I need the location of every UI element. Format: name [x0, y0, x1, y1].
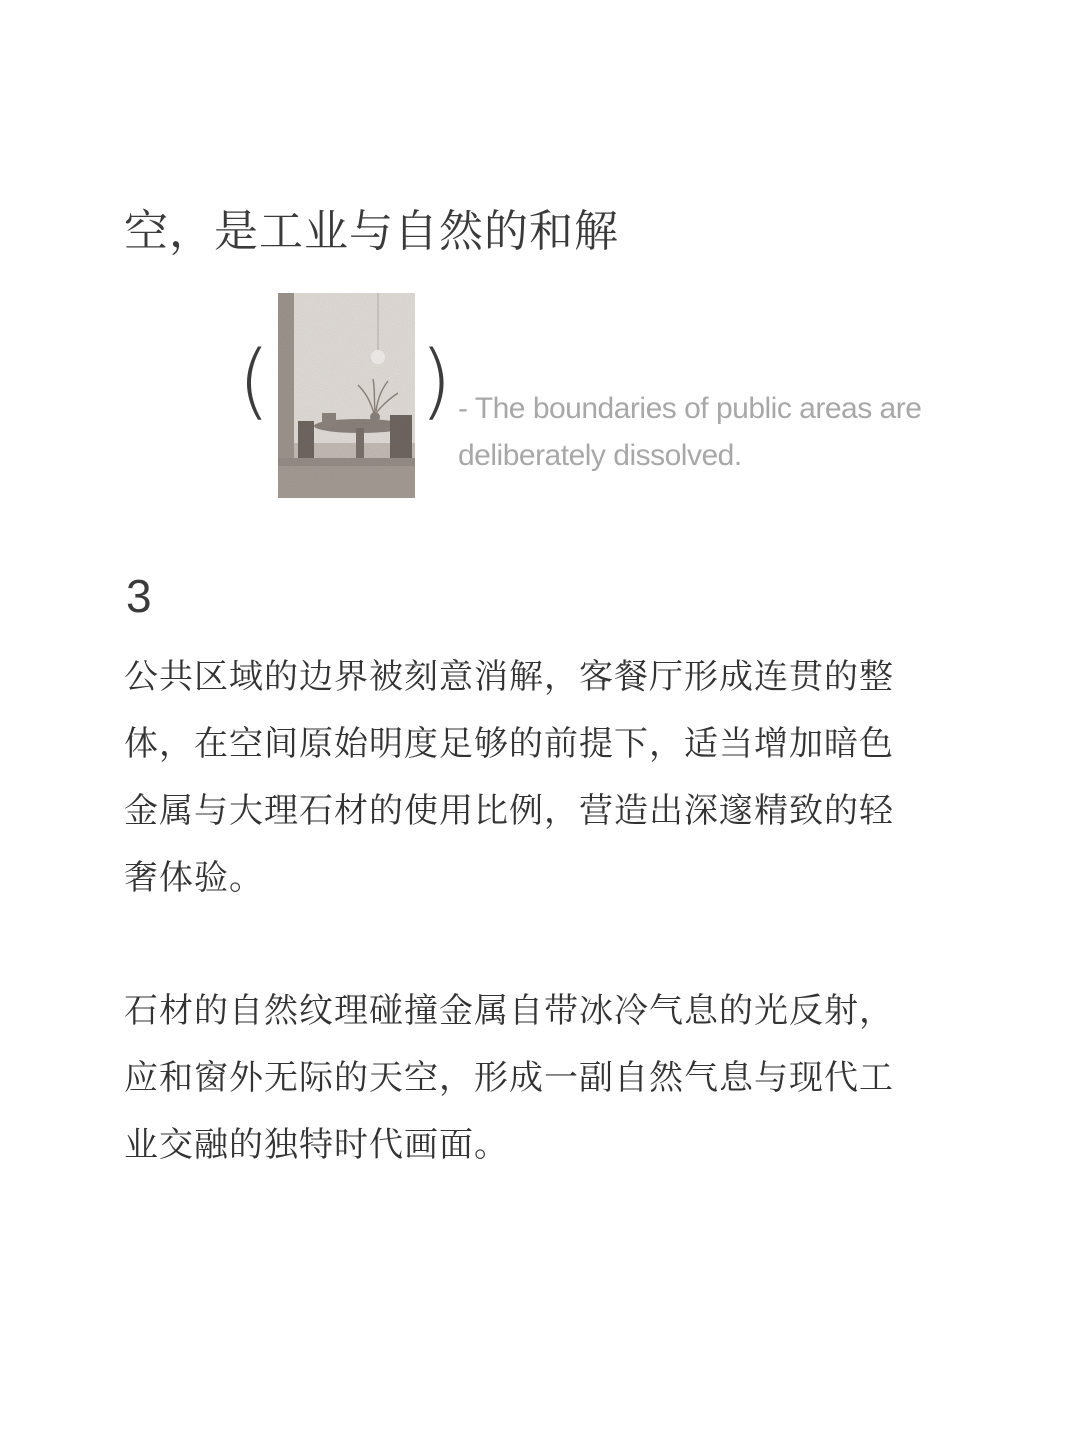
photo-illustration	[278, 293, 415, 498]
paragraph-2: 石材的自然纹理碰撞金属自带冰冷气息的光反射，应和窗外无际的天空，形成一副自然气息与现代工业交融的独特时代画面。	[124, 991, 894, 1165]
left-bracket: (	[238, 334, 270, 429]
right-bracket: )	[420, 334, 452, 429]
photo-caption: - The boundaries of public areas are deliberately dissolved.	[458, 392, 922, 472]
dining-room-photo	[278, 293, 415, 498]
paragraph-1: 公共区域的边界被刻意消解，客餐厅形成连贯的整体，在空间原始明度足够的前提下，适当增加暗色金属与大理石材的使用比例，营造出深邃精致的轻奢体验。	[124, 657, 894, 898]
page-title: 空，是工业与自然的和解	[124, 206, 619, 257]
section-number: 3	[126, 570, 152, 622]
